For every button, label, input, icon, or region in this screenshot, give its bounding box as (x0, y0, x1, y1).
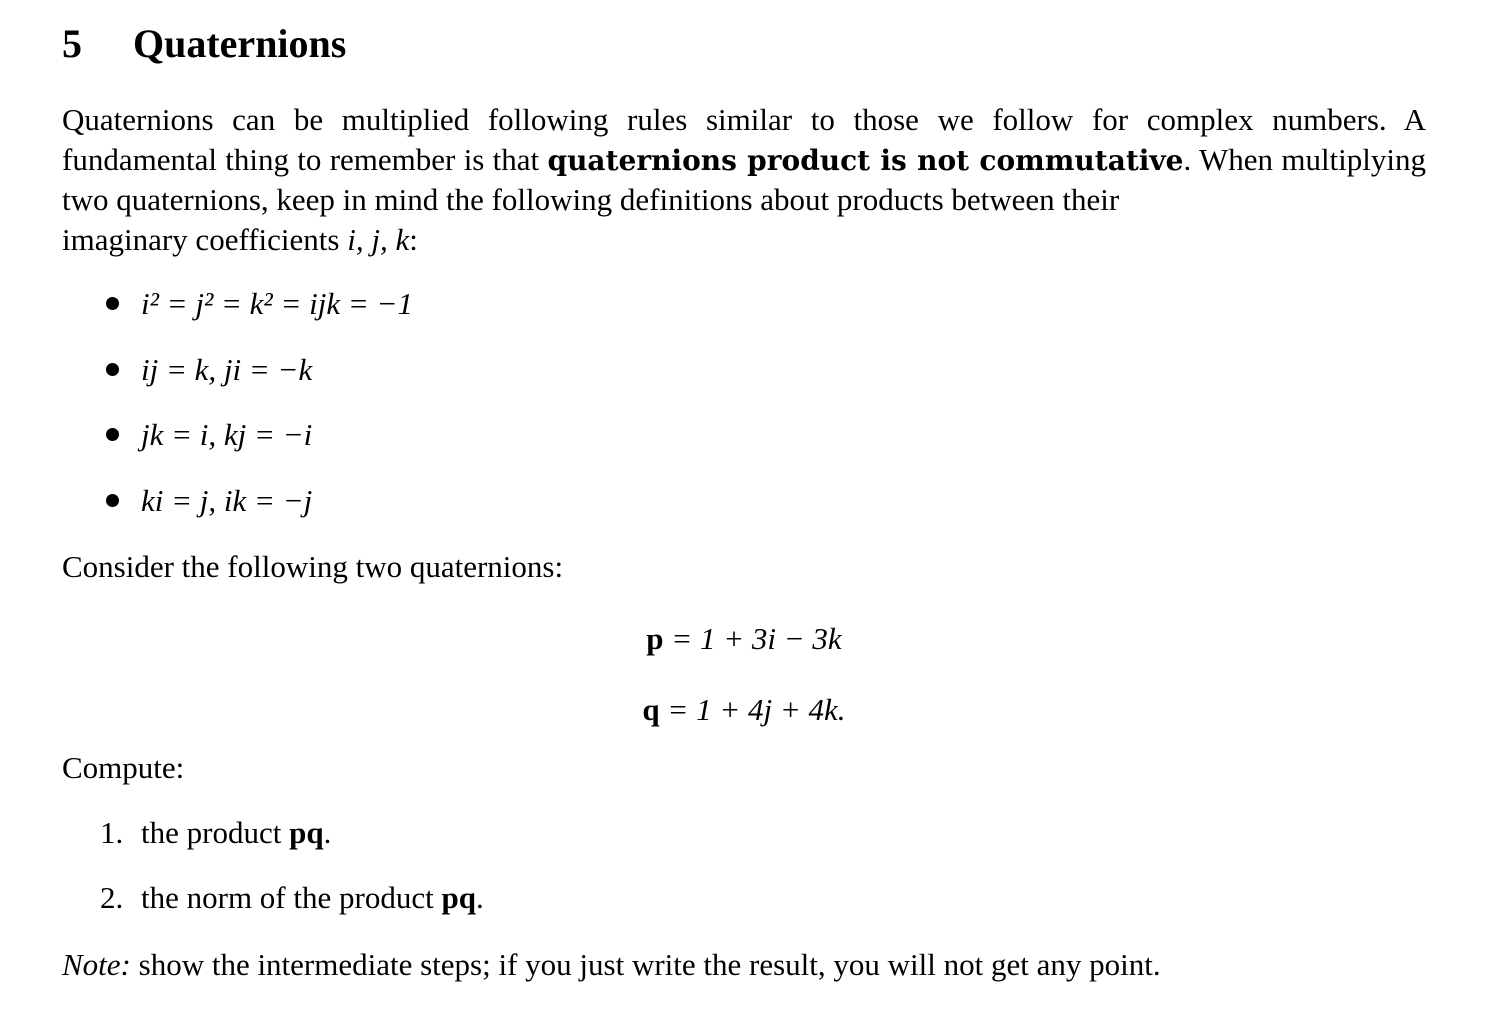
task-end: . (323, 815, 332, 850)
rule-text: i² = j² = k² = ijk = −1 (141, 286, 413, 321)
compute-label: Compute: (62, 750, 185, 785)
intro-coefficients: i, j, k (347, 221, 410, 257)
rule-text: ij = k, ji = −k (141, 351, 313, 387)
bullet-icon (106, 297, 119, 310)
section-number: 5 (62, 21, 82, 66)
rule-text: ki = j, ik = −j (141, 482, 313, 518)
rule-item (106, 347, 413, 413)
consider-paragraph: Consider the following two quaternions: (62, 549, 564, 584)
intro-last-line (62, 220, 1426, 260)
intro-text-4: : (409, 221, 418, 257)
equation-p (62, 614, 1426, 685)
task-text: the product (141, 815, 290, 850)
bullet-icon (106, 428, 119, 441)
rule-text: jk = i, kj = −i (141, 417, 313, 452)
bullet-icon (106, 494, 119, 507)
rule-item (106, 412, 413, 478)
section-title: Quaternions (133, 21, 347, 66)
task-end: . (475, 880, 484, 915)
task-item (100, 875, 484, 940)
intro-bold-statement: quaternions product is not commutative (547, 143, 1184, 177)
q-symbol: q (642, 692, 660, 727)
q-definition: = 1 + 4j + 4k. (667, 692, 846, 727)
p-symbol: p (646, 621, 664, 656)
intro-paragraph (62, 100, 1426, 259)
section-heading (62, 20, 346, 67)
bullet-icon (106, 363, 119, 376)
note-text: show the intermediate steps; if you just write the result, you will not get any point. (130, 947, 1161, 982)
intro-text-3: imaginary coefficients (62, 221, 348, 257)
task-number: 1. (100, 815, 124, 850)
note-label: Note: (62, 947, 131, 982)
task-text: the norm of the product (141, 880, 442, 915)
task-list (100, 810, 484, 940)
p-definition: = 1 + 3i − 3k (671, 621, 842, 656)
intro-text-2: . When multiplying two quaternions, keep in mind the following definitions about products between their (62, 141, 1427, 217)
note-paragraph (62, 945, 1426, 985)
task-number: 2. (100, 880, 124, 915)
quaternion-definitions (62, 614, 1426, 756)
equation-q (62, 685, 1426, 756)
multiplication-rules-list (106, 281, 413, 543)
task-bold: pq (289, 815, 324, 850)
task-bold: pq (441, 880, 476, 915)
intro-text-1: Quaternions can be multiplied following rules similar to those we follow for complex numbers. A fundamental thing to remember is that (62, 102, 1426, 177)
rule-item (106, 478, 413, 544)
task-item (100, 810, 484, 875)
rule-item (106, 281, 413, 347)
